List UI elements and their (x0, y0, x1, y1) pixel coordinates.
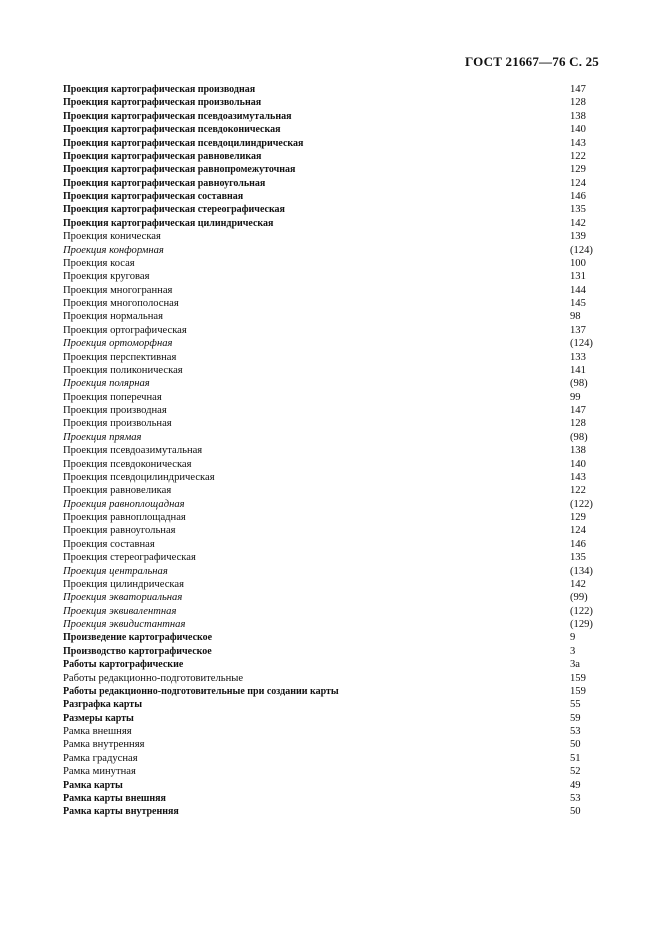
entry-page-number: 146 (570, 538, 586, 550)
entry-page-number: 143 (570, 471, 586, 483)
index-entry (63, 524, 603, 537)
entry-page-number: 143 (570, 137, 586, 149)
entry-page-number: 124 (570, 177, 586, 189)
entry-page-number: 49 (570, 779, 581, 791)
entry-term: Проекция поперечная (63, 391, 162, 403)
entry-page-number: 140 (570, 124, 586, 136)
entry-term: Проекция полярная (63, 378, 150, 390)
entry-term: Произведение картографическое (63, 632, 213, 644)
entry-term: Проекция круговая (63, 271, 150, 283)
entry-page-number: (122) (570, 498, 593, 510)
entry-page-number: 99 (570, 391, 581, 403)
entry-page-number: 3а (570, 659, 580, 671)
entry-term: Проекция конформная (63, 244, 164, 256)
entry-term: Проекция равноугольная (63, 525, 176, 537)
index-entry (63, 417, 603, 430)
index-entry (63, 578, 603, 591)
entry-term: Размеры карты (63, 712, 134, 724)
entry-term: Проекция картографическая произвольная (63, 97, 262, 109)
entry-page-number: 142 (570, 217, 586, 229)
index-entry (63, 591, 603, 604)
entry-term: Проекция прямая (63, 431, 142, 443)
entry-page-number: 3 (570, 645, 576, 657)
entry-term: Производство картографическое (63, 645, 212, 657)
entry-page-number: (134) (570, 565, 593, 577)
entry-term: Рамка карты внешняя (63, 792, 166, 804)
entry-term: Проекция ортоморфная (63, 338, 173, 350)
entry-term: Проекция экваториальная (63, 592, 183, 604)
index-entry (63, 725, 603, 738)
index-entry (63, 444, 603, 457)
index-entry (63, 96, 603, 109)
entry-term: Рамка градусная (63, 752, 138, 764)
entry-term: Рамка карты (63, 779, 123, 791)
index-entry (63, 738, 603, 751)
index-entry (63, 484, 603, 497)
entry-term: Проекция картографическая псевдоазимутальная (63, 110, 292, 122)
index-entry (63, 297, 603, 310)
entry-term: Проекция равноплощадная (63, 512, 186, 523)
index-entry (63, 698, 603, 711)
entry-page-number: 50 (570, 806, 581, 818)
index-entry (63, 431, 603, 444)
entry-page-number: 53 (570, 792, 581, 804)
entry-term: Проекция эквивалентная (63, 605, 177, 617)
entry-page-number: 142 (570, 578, 586, 590)
entry-page-number: 122 (570, 485, 586, 497)
index-entry (63, 538, 603, 551)
entry-term: Проекция перспективная (63, 351, 177, 363)
entry-page-number: (99) (570, 592, 588, 604)
index-entry (63, 752, 603, 765)
entry-page-number: 128 (570, 418, 586, 430)
index-entry (63, 779, 603, 792)
entry-term: Проекция многогранная (63, 284, 173, 296)
index-entry (63, 310, 603, 323)
index-entry (63, 672, 603, 685)
entry-page-number: 53 (570, 726, 581, 737)
index-entry (63, 217, 603, 230)
entry-term: Проекция ортографическая (63, 324, 187, 336)
index-entry (63, 284, 603, 297)
entry-page-number: 137 (570, 324, 586, 336)
entry-page-number: (122) (570, 605, 593, 617)
entry-term: Проекция многополосная (63, 298, 179, 309)
entry-term: Проекция эквидистантная (63, 619, 186, 630)
entry-page-number: 129 (570, 512, 586, 523)
index-entry (63, 190, 603, 203)
page-header: ГОСТ 21667—76 С. 25 (465, 54, 599, 69)
entry-page-number: 159 (570, 685, 586, 697)
entry-page-number: 140 (570, 458, 586, 470)
entry-term: Проекция составная (63, 538, 155, 550)
index-entry (63, 270, 603, 283)
entry-term: Проекция псевдоцилиндрическая (63, 471, 215, 483)
entry-term: Проекция равновеликая (63, 485, 172, 497)
entry-page-number: 129 (570, 164, 586, 176)
entry-term: Проекция производная (63, 405, 167, 416)
entry-page-number: 147 (570, 405, 586, 416)
entry-term: Проекция картографическая равноугольная (63, 177, 266, 189)
index-entry (63, 631, 603, 644)
entry-term: Рамка внешняя (63, 726, 132, 737)
entry-term: Проекция стереографическая (63, 552, 196, 564)
entry-page-number: 141 (570, 364, 586, 376)
entry-page-number: 55 (570, 699, 581, 711)
term-index (63, 83, 603, 819)
entry-page-number: (129) (570, 619, 593, 630)
entry-page-number: (98) (570, 431, 588, 443)
index-entry (63, 83, 603, 96)
entry-page-number: 128 (570, 97, 586, 109)
entry-term: Проекция псевдоконическая (63, 458, 192, 470)
entry-term: Проекция картографическая стереографическая (63, 204, 285, 216)
index-entry (63, 377, 603, 390)
entry-page-number: (98) (570, 378, 588, 390)
entry-page-number: 50 (570, 739, 581, 751)
entry-term: Работы редакционно-подготовительные (63, 672, 244, 684)
index-entry (63, 511, 603, 524)
entry-page-number: 144 (570, 284, 586, 296)
entry-term: Рамка внутренняя (63, 739, 145, 751)
entry-page-number: 52 (570, 766, 581, 778)
entry-term: Работы редакционно-подготовительные при создании карты (63, 685, 339, 697)
entry-page-number: 145 (570, 298, 586, 309)
index-entry (63, 685, 603, 698)
index-entry (63, 177, 603, 190)
entry-term: Разграфка карты (63, 699, 143, 711)
entry-term: Проекция картографическая равнопромежуточная (63, 164, 296, 176)
index-entry (63, 404, 603, 417)
entry-term: Рамка минутная (63, 766, 136, 778)
entry-term: Проекция картографическая производная (63, 84, 256, 95)
entry-page-number: 146 (570, 191, 586, 202)
entry-term: Проекция картографическая псевдоконическая (63, 124, 281, 136)
entry-term: Проекция псевдоазимутальная (63, 445, 203, 457)
entry-term: Проекция картографическая равновеликая (63, 150, 262, 162)
entry-page-number: 138 (570, 110, 586, 122)
entry-page-number: 147 (570, 84, 586, 95)
entry-page-number: (124) (570, 244, 593, 256)
index-entry (63, 658, 603, 671)
index-entry (63, 792, 603, 805)
entry-page-number: 138 (570, 445, 586, 457)
entry-term: Проекция равноплощадная (63, 498, 185, 510)
entry-page-number: 135 (570, 552, 586, 564)
entry-page-number: 124 (570, 525, 586, 537)
index-entry (63, 765, 603, 778)
index-entry (63, 110, 603, 123)
index-entry (63, 337, 603, 350)
entry-page-number: 131 (570, 271, 586, 283)
entry-page-number: 59 (570, 712, 581, 724)
entry-term: Проекция картографическая составная (63, 191, 244, 202)
index-entry (63, 605, 603, 618)
index-entry (63, 123, 603, 136)
index-entry (63, 324, 603, 337)
entry-term: Работы картографические (63, 659, 184, 671)
index-entry (63, 150, 603, 163)
index-entry (63, 498, 603, 511)
index-entry (63, 203, 603, 216)
index-entry (63, 391, 603, 404)
index-entry (63, 805, 603, 818)
index-entry (63, 712, 603, 725)
entry-page-number: (124) (570, 338, 593, 350)
entry-page-number: 133 (570, 351, 586, 363)
index-entry (63, 551, 603, 564)
entry-page-number: 98 (570, 311, 581, 323)
index-entry (63, 645, 603, 658)
entry-term: Проекция косая (63, 257, 135, 269)
index-entry (63, 471, 603, 484)
entry-term: Проекция произвольная (63, 418, 172, 430)
entry-page-number: 135 (570, 204, 586, 216)
index-entry (63, 364, 603, 377)
index-entry (63, 230, 603, 243)
entry-page-number: 139 (570, 231, 586, 243)
index-entry (63, 244, 603, 257)
entry-term: Проекция картографическая цилиндрическая (63, 217, 274, 229)
entry-term: Проекция цилиндрическая (63, 578, 184, 590)
index-entry (63, 137, 603, 150)
entry-page-number: 122 (570, 150, 586, 162)
entry-term: Проекция картографическая псевдоцилиндрическая (63, 137, 304, 149)
entry-term: Проекция коническая (63, 231, 161, 243)
entry-term: Проекция нормальная (63, 311, 163, 323)
index-entry (63, 257, 603, 270)
index-entry (63, 351, 603, 364)
index-entry (63, 565, 603, 578)
entry-page-number: 9 (570, 632, 576, 644)
entry-page-number: 159 (570, 672, 586, 684)
entry-page-number: 51 (570, 752, 581, 764)
entry-term: Проекция поликоническая (63, 364, 183, 376)
entry-term: Проекция центральная (63, 565, 168, 577)
index-entry (63, 618, 603, 631)
entry-page-number: 100 (570, 257, 586, 269)
index-entry (63, 163, 603, 176)
entry-term: Рамка карты внутренняя (63, 806, 179, 818)
index-entry (63, 458, 603, 471)
